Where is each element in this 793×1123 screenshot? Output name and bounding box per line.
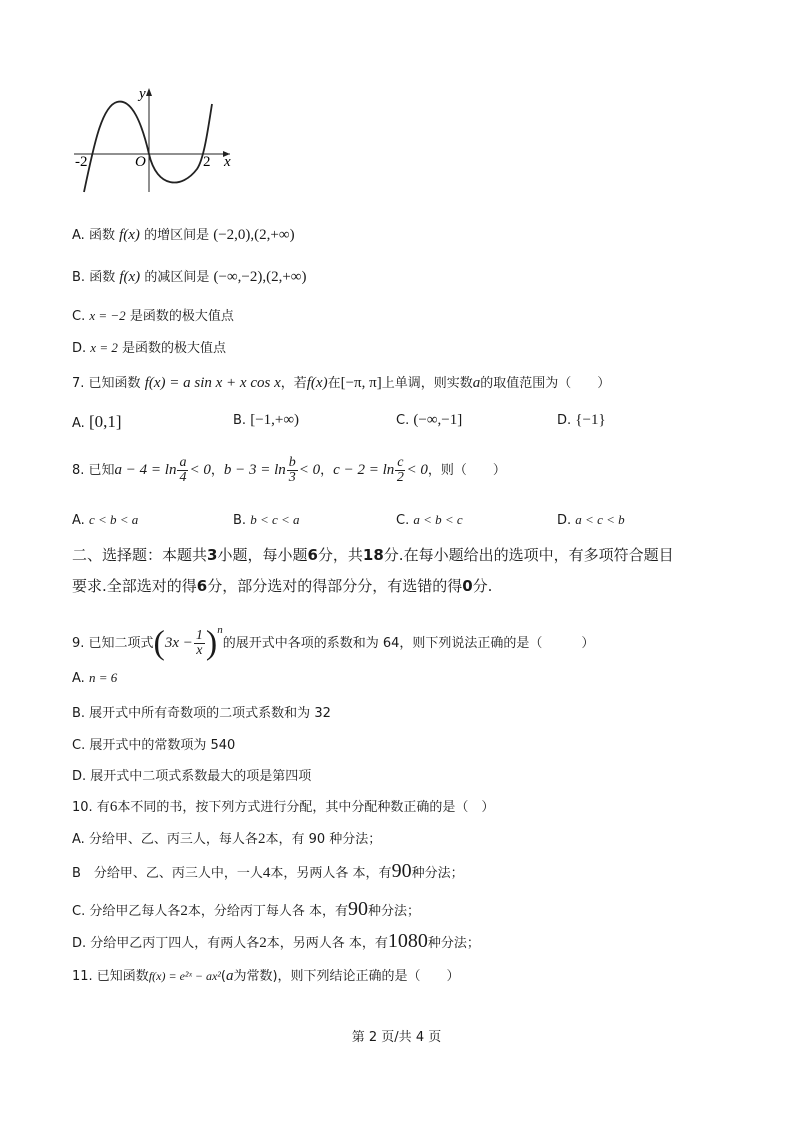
math-number: 90 [347,898,368,920]
option-text: 本，分给丙丁每人各 本，有 [187,904,348,919]
option-text: 种分法； [411,866,464,881]
left-paren: ( [153,624,165,662]
pos2-label: 2 [203,154,211,170]
q11-stem [72,965,460,985]
section-number: 3 [207,546,218,564]
numerator: a [179,455,187,470]
q8-option-b [233,512,300,528]
q7-option-c [396,412,462,429]
option-text: 种分法； [367,904,420,919]
q10-stem [72,796,494,816]
option-math: (−∞,−1] [413,412,463,428]
math-expr: b − 3 = ln [223,462,286,478]
option-math: [−1,+∞) [250,412,300,428]
separator: ， [320,463,334,478]
denominator: 3 [288,470,296,485]
y-axis-arrow [146,88,152,96]
section-text: 小题，每小题 [217,546,308,564]
option-math: {−1} [575,412,606,428]
q7-option-d [557,412,606,429]
question-text: ，若 [280,376,307,391]
option-label: D. [557,413,572,428]
fraction [194,629,205,658]
q6-option-a [72,224,295,244]
section-text: 二、选择题：本题共 [72,546,208,564]
option-math: a < b < c [413,512,463,527]
q7-option-a [72,412,122,432]
math-expr: 3x − [164,635,193,651]
question-text: 本不同的书，按下列方式进行分配，其中分配种数正确的是（ ） [117,800,495,815]
q6-option-c [72,305,234,324]
option-text: B 分给甲、乙、丙三人中，一人 [72,866,263,881]
math-fx: f(x) [119,227,140,243]
option-text: 函数 [89,270,116,285]
option-text: 是函数的极大值点 [121,341,226,356]
math-expr: f(x) [306,375,328,391]
math-number: 1080 [387,930,428,952]
option-text: A. 分给甲、乙、丙三人，每人各 [72,832,258,847]
cubic-function-graph [72,84,242,194]
math-fx: f(x) [119,269,141,285]
option-text: 本，另两人各 本，有 [266,936,388,951]
q6-option-b [72,266,306,286]
option-label: B. [233,413,247,428]
math-number: 2 [259,935,267,951]
option-text: 的减区间是 [144,270,210,285]
question-text: ( [220,969,226,984]
math-number: 90 [391,860,412,882]
numerator: 1 [195,628,203,643]
section-number: 6 [196,577,208,595]
y-label: y [139,86,146,102]
question-text: 上单调，则实数 [381,376,473,391]
q9-option-a [72,670,117,686]
option-math: [0,1] [88,412,122,431]
option-label: A. [72,513,85,528]
option-label: C. [396,413,410,428]
question-text: 为常数)，则下列结论正确的是（ ） [233,969,460,984]
option-math: b < c < a [250,512,300,527]
question-text: 7. 已知函数 [72,376,141,391]
math-expr: < 0 [406,462,428,478]
origin-label: O [135,154,146,170]
math-expr: f(x) = e²ˣ − ax² [148,969,221,983]
option-text: 本，有 90 种分法； [265,832,382,847]
math-interval: (−2,0),(2,+∞) [213,227,295,243]
denominator: x [196,643,203,658]
question-text: 的取值范围为（ ） [480,376,611,391]
q10-option-d [72,930,480,953]
option-label: A. [72,228,85,243]
denominator: 2 [396,470,404,485]
option-text: 种分法； [427,936,480,951]
section-text: 分.在每小题给出的选项中，有多项符合题目 [383,546,674,564]
q8-option-a [72,512,138,528]
q10-option-a [72,828,381,848]
option-text: 是函数的极大值点 [129,309,234,324]
q9-option-c: C. 展开式中的常数项为 540 [72,738,236,753]
math-number: 2 [180,903,188,919]
q10-option-c [72,898,420,921]
math-number: 2 [257,831,266,847]
x-label: x [224,154,231,170]
section-header-line1 [72,544,674,565]
question-text: 8. 已知 [72,463,115,478]
math-interval: (−∞,−2),(2,+∞) [213,269,307,285]
option-math: c < b < a [88,512,139,527]
fraction [395,456,405,485]
math-expr: c − 2 = ln [333,462,395,478]
q7-option-b [233,412,299,429]
math-var: a [225,968,234,984]
numerator: b [288,455,296,470]
right-paren: ) [205,624,218,662]
option-label: B. [233,513,247,528]
q8-option-d [557,512,625,528]
math-expr: f(x) = a sin x + x cos x [144,375,281,391]
option-label: C. [72,309,86,324]
option-text: C. 分给甲乙每人各 [72,904,181,919]
denominator: 4 [179,470,187,485]
option-label: D. [557,513,572,528]
q7-stem [72,372,610,392]
option-label: B. [72,270,86,285]
fraction [177,456,188,485]
section-number: 18 [362,546,384,564]
section-text: 分，部分选对的得部分分，有选错的得 [207,577,463,595]
option-label: A. [72,671,85,686]
option-label: D. [72,341,87,356]
option-text: D. 分给甲乙丙丁四人，有两人各 [72,936,260,951]
math-expr: < 0 [189,462,211,478]
q6-option-d [72,337,226,356]
option-math: n = 6 [88,670,118,685]
q9-option-d: D. 展开式中二项式系数最大的项是第四项 [72,769,312,784]
numerator: c [397,455,404,470]
question-text: 9. 已知二项式 [72,636,154,651]
curve [84,102,212,192]
math-interval: [−π, π] [340,375,382,391]
math-expr: a − 4 = ln [114,462,177,478]
q8-stem [72,456,506,485]
section-text: 要求.全部选对的得 [72,577,197,595]
option-label: C. [396,513,410,528]
section-header-line2 [72,575,492,596]
exponent: n [217,624,223,636]
section-number: 6 [307,546,318,564]
math-expr: < 0 [298,462,321,478]
section-number: 0 [462,577,473,595]
option-math: a < c < b [575,512,625,527]
q9-option-b: B. 展开式中所有奇数项的二项式系数和为 32 [72,706,331,721]
option-label: A. [72,416,85,431]
option-text: 的增区间是 [144,228,210,243]
fraction [287,456,298,485]
math-var: a [472,375,481,391]
math-expr: x = 2 [90,340,118,355]
neg2-label: -2 [75,154,88,170]
question-text: 在 [327,376,341,391]
section-text: 分，共 [317,546,363,564]
question-text: 的展开式中各项的系数和为 64，则下列说法正确的是（ ） [222,636,595,651]
q9-stem [72,610,594,664]
math-expr: x = −2 [89,308,126,323]
page-footer: 第 2 页/共 4 页 [351,1030,442,1045]
section-text: 分. [472,577,493,595]
math-number: 4 [262,865,271,881]
question-text: ，则（ ） [427,463,506,478]
math-number: 6 [109,799,118,815]
q8-option-c [396,512,463,528]
option-text: 本，另两人各 本，有 [270,866,392,881]
question-text: 11. 已知函数 [72,969,149,984]
separator: ， [210,463,224,478]
question-text: 10. 有 [72,800,110,815]
q10-option-b [72,860,464,883]
option-text: 函数 [88,228,115,243]
